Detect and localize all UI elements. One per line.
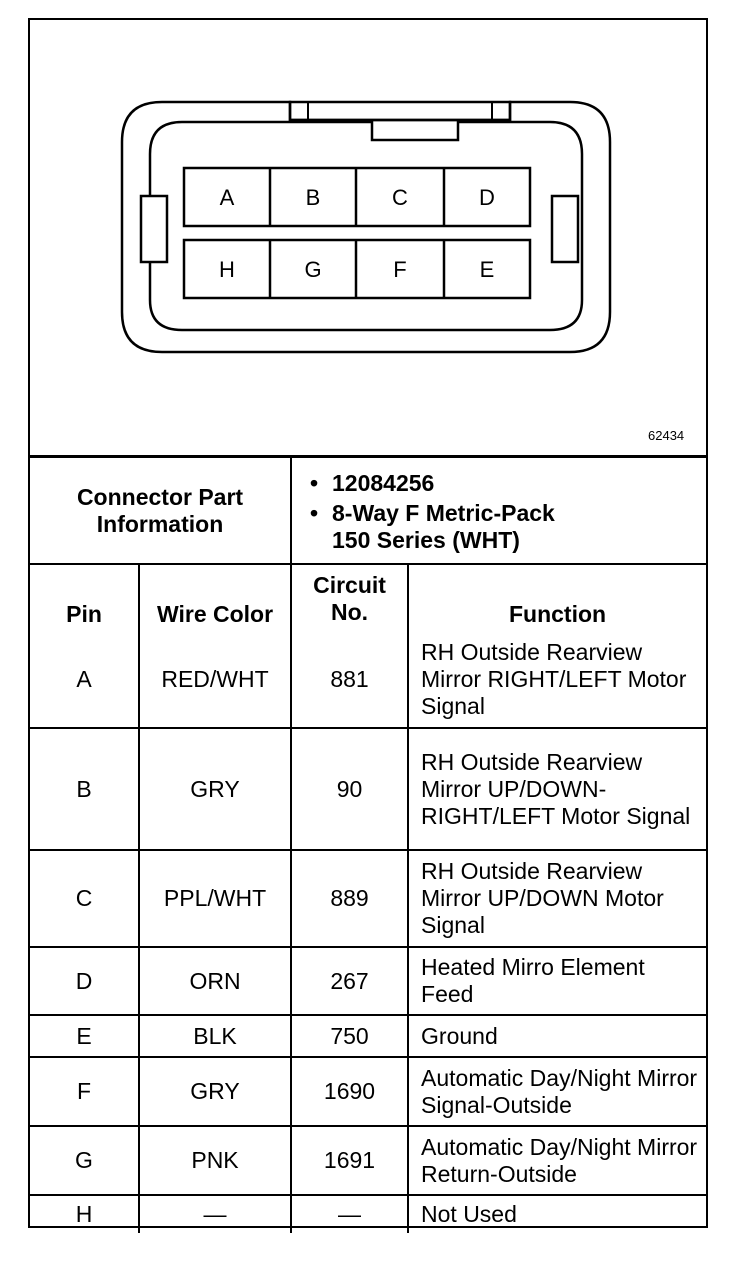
- wire-color-cell: GRY: [139, 1057, 291, 1126]
- circuit-cell: 750: [291, 1015, 408, 1057]
- circuit-cell: 1690: [291, 1057, 408, 1126]
- function-cell: Heated Mirro Element Feed: [408, 947, 706, 1015]
- circuit-cell: 889: [291, 850, 408, 947]
- table-row: [30, 1195, 706, 1233]
- connector-info-row: [30, 458, 706, 564]
- function-cell: RH Outside Rearview Mirror RIGHT/LEFT Motor Signal: [408, 632, 706, 728]
- locking-tab: [290, 102, 510, 120]
- pin-cell: F: [30, 1057, 139, 1126]
- cavity-label-h: H: [219, 257, 235, 282]
- table-row: [30, 1015, 706, 1057]
- table-row: [30, 850, 706, 947]
- circuit-cell: 1691: [291, 1126, 408, 1195]
- wire-color-cell: PPL/WHT: [139, 850, 291, 947]
- header-circuit: Circuit No.: [291, 564, 408, 632]
- connector-description-line1: • 8-Way F Metric-Pack: [332, 500, 700, 527]
- wire-color-cell: BLK: [139, 1015, 291, 1057]
- cavity-label-b: B: [305, 185, 321, 210]
- cavity-label-c: C: [392, 185, 408, 210]
- table-row: [30, 1126, 706, 1195]
- wire-color-cell: RED/WHT: [139, 632, 291, 728]
- table-row: [30, 728, 706, 850]
- left-key: [141, 196, 167, 262]
- right-key: [552, 196, 578, 262]
- cavity-label-d: D: [479, 185, 495, 210]
- connector-part-label: Connector Part Information: [30, 458, 291, 564]
- figure-id: 62434: [648, 428, 685, 443]
- header-wire-color: Wire Color: [139, 564, 291, 632]
- pin-cell: D: [30, 947, 139, 1015]
- wire-color-cell: ORN: [139, 947, 291, 1015]
- pin-row-bottom: [184, 240, 530, 298]
- wire-color-cell: —: [139, 1195, 291, 1233]
- function-cell: Automatic Day/Night Mirror Signal-Outside: [408, 1057, 706, 1126]
- header-function: Function: [408, 564, 706, 632]
- pin-cell: H: [30, 1195, 139, 1233]
- connector-part-details: [291, 458, 706, 564]
- cavity-label-a: A: [219, 185, 235, 210]
- table-row: [30, 632, 706, 728]
- table-row: [30, 1057, 706, 1126]
- header-pin: Pin: [30, 564, 139, 632]
- pin-cell: C: [30, 850, 139, 947]
- wire-color-cell: PNK: [139, 1126, 291, 1195]
- pin-cell: A: [30, 632, 139, 728]
- pin-cell: G: [30, 1126, 139, 1195]
- function-cell: Not Used: [408, 1195, 706, 1233]
- function-cell: Ground: [408, 1015, 706, 1057]
- cavity-label-e: E: [479, 257, 495, 282]
- cavity-label-f: F: [393, 257, 407, 282]
- pin-cell: B: [30, 728, 139, 850]
- part-number: • 12084256: [332, 467, 700, 500]
- function-cell: RH Outside Rearview Mirror UP/DOWN Motor Signal: [408, 850, 706, 947]
- connector-diagram: [30, 20, 706, 458]
- circuit-cell: 881: [291, 632, 408, 728]
- pinout-table: [30, 458, 706, 1233]
- function-cell: RH Outside Rearview Mirror UP/DOWN-RIGHT/LEFT Motor Signal: [408, 728, 706, 850]
- table-row: [30, 947, 706, 1015]
- cavity-label-g: G: [304, 257, 322, 282]
- connector-description-line2: 150 Series (WHT): [332, 527, 520, 553]
- pin-cell: E: [30, 1015, 139, 1057]
- table-header-row: [30, 564, 706, 632]
- circuit-cell: 90: [291, 728, 408, 850]
- wire-color-cell: GRY: [139, 728, 291, 850]
- connector-face-drawing: [30, 20, 706, 455]
- connector-sheet: [28, 18, 708, 1228]
- circuit-cell: —: [291, 1195, 408, 1233]
- circuit-cell: 267: [291, 947, 408, 1015]
- function-cell: Automatic Day/Night Mirror Return-Outside: [408, 1126, 706, 1195]
